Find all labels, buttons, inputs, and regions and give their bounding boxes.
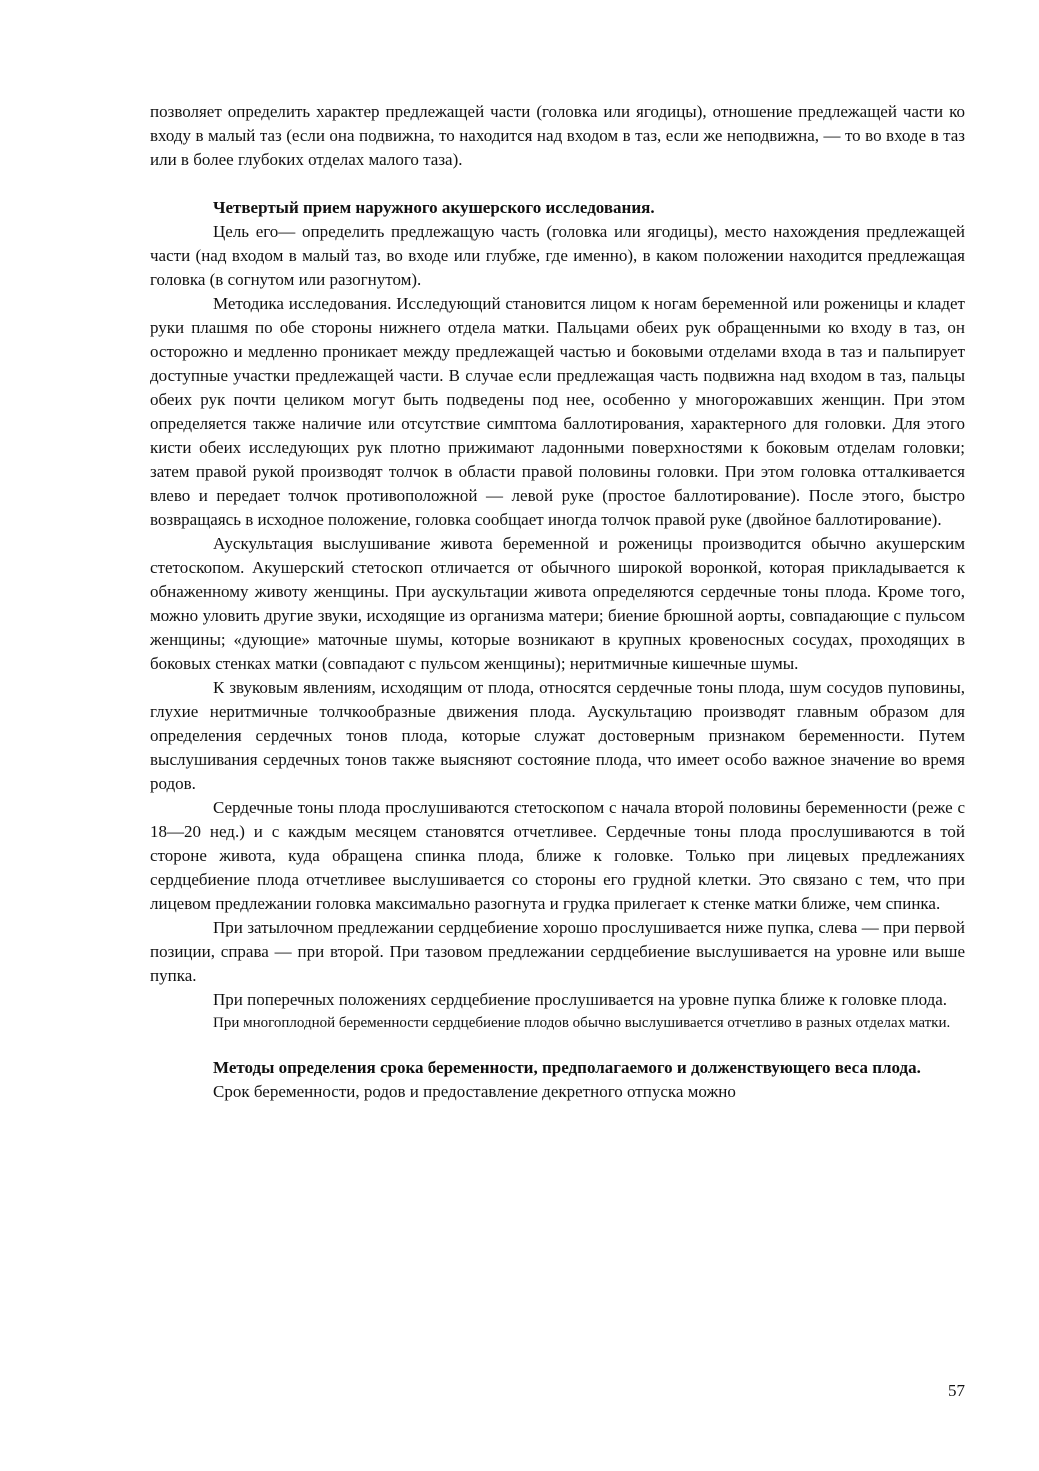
section-heading-fourth-maneuver: Четвертый прием наружного акушерского исследования. (213, 198, 655, 217)
paragraph-occipital-presentation: При затылочном предлежании сердцебиение хорошо прослушивается ниже пупка, слева — при первой позиции, справа — при второй. При тазовом предлежании сердцебиение выслушивается на уровне или выше пупка. (150, 918, 965, 985)
paragraph-continuation: позволяет определить характер предлежащей части (головка или ягодицы), отношение предлежащей части ко входу в малый таз (если она подвижна, то находится над входом в таз, если же неподвижна, — то во входе в таз или в более глубоких отделах малого таза). (150, 102, 965, 169)
paragraph-heart-tones: Сердечные тоны плода прослушиваются стетоскопом с начала второй половины беременности (реже с 18—20 нед.) и с каждым месяцем становятся отчетливее. Сердечные тоны плода прослушиваются в той стороне живота, куда обращена спинка плода, ближе к головке. Только при лицевых предлежаниях сердцебиение плода отчетливее выслушивается со стороны его грудной клетки. Это связано с тем, что при лицевом предлежании головка максимально разогнута и грудка прилегает к стенке матки ближе, чем спинка. (150, 798, 965, 913)
paragraph-sound-phenomena: К звуковым явлениям, исходящим от плода, относятся сердечные тоны плода, шум сосудов пуповины, глухие неритмичные толчкообразные движения плода. Аускультацию производят главным образом для определения сердечных тонов плода, которые служат достоверным признаком беременности. Путем выслушивания сердечных тонов также выясняют состояние плода, что имеет особо важное значение во время родов. (150, 678, 965, 793)
paragraph-method: Методика исследования. Исследующий становится лицом к ногам беременной или роженицы и кладет руки плашмя по обе стороны нижнего отдела матки. Пальцами обеих рук обращенными ко входу в таз, он осторожно и медленно проникает между предлежащей частью и боковыми отделами входа в таз и пальпирует доступные участки предлежащей части. В случае если предлежащая часть подвижна над входом в таз, пальцы обеих рук почти целиком могут быть подведены под нее, особенно у многорожавших женщин. При этом определяется также наличие или отсутствие симптома баллотирования, характерного для головки. Для этого кисти обеих исследующих рук плотно прижимают ладонными поверхностями к боковым отделам головки; затем правой рукой производят толчок в области правой половины головки. При этом головка отталкивается влево и передает толчок противоположной — левой руке (простое баллотирование). После этого, быстро возвращаясь в исходное положение, головка сообщает иногда толчок правой руке (двойное баллотирование). (150, 294, 965, 529)
paragraph-purpose: Цель его— определить предлежащую часть (головка или ягодицы), место нахождения предлежащей части (над входом в малый таз, во входе или глубже, где именно), в каком положении находится предлежащая головка (в согнутом или разогнутом). (150, 222, 965, 289)
document-page (150, 100, 965, 1104)
paragraph-auscultation: Аускультация выслушивание живота беременной и роженицы производится обычно акушерским стетоскопом. Акушерский стетоскоп отличается от обычного широкой воронкой, которая прикладывается к обнаженному животу женщины. При аускультации живота определяются сердечные тоны плода. Кроме того, можно уловить другие звуки, исходящие из организма матери; биение брюшной аорты, совпадающие с пульсом женщины; «дующие» маточные шумы, которые возникают в крупных кровеносных сосудах, проходящих в боковых стенках матки (совпадают с пульсом женщины); неритмичные кишечные шумы. (150, 534, 965, 673)
paragraph-multiple-pregnancy: При многоплодной беременности сердцебиение плодов обычно выслушивается отчетливо в разных отделах матки. (213, 1015, 951, 1031)
page-number: 57 (948, 1381, 965, 1400)
section-heading-methods: Методы определения срока беременности, предполагаемого и долженствующего веса плода. (213, 1058, 921, 1077)
paragraph-term: Срок беременности, родов и предоставление декретного отпуска можно (213, 1082, 736, 1101)
spacer (150, 1034, 965, 1056)
paragraph-transverse-position: При поперечных положениях сердцебиение прослушивается на уровне пупка ближе к головке плода. (213, 990, 948, 1009)
